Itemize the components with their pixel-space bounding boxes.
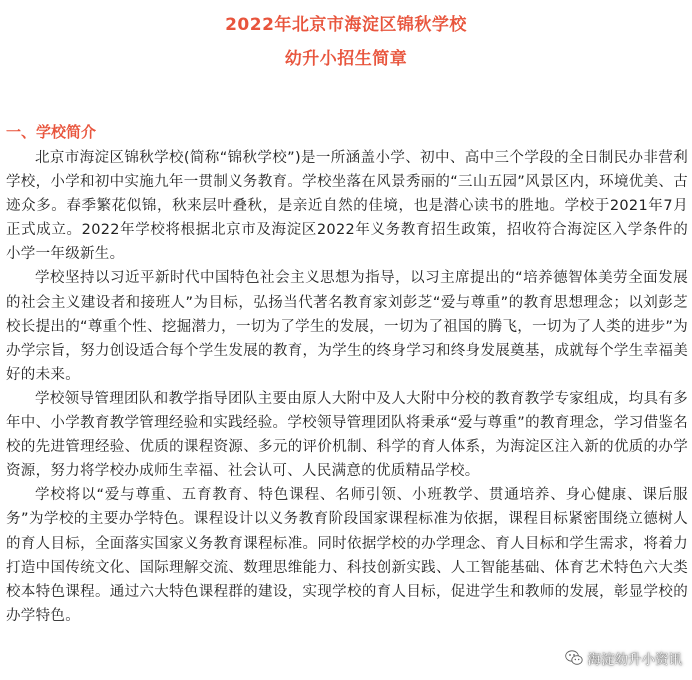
article-body <box>6 146 688 628</box>
paragraph-leadership: 学校领导管理团队和教学指导团队主要由原人大附中及人大附中分校的教育教学专家组成，均具有多年中、小学教育教学管理经验和实践经验。学校领导管理团队将秉承“爱与尊重”的教育理念，学习借鉴名校的先进管理经验、优质的课程资源、多元的评价机制、科学的育人体系，为海淀区注入新的优质的办学资源，努力将学校办成师生幸福、社会认可、人民满意的优质精品学校。 <box>6 390 688 480</box>
section-heading: 一、学校简介 <box>6 123 97 141</box>
paragraph-philosophy: 学校坚持以习近平新时代中国特色社会主义思想为指导，以习主席提出的“培养德智体美劳全面发展的社会主义建设者和接班人”为目标，弘扬当代著名教育家刘彭芝“爱与尊重”的教育思想理念；以刘彭芝校长提出的“尊重个性、挖掘潜力，一切为了学生的发展，一切为了祖国的腾飞，一切为了人类的进步”为办学宗旨，努力创设适合每个学生发展的教育，为学生的终身学习和终身发展奠基，成就每个学生幸福美好的未来。 <box>6 270 688 383</box>
wechat-icon <box>565 650 583 666</box>
watermark-text: 海淀幼升小资讯 <box>587 652 682 668</box>
paragraph-intro: 北京市海淀区锦秋学校(简称“锦秋学校”)是一所涵盖小学、初中、高中三个学段的全日制民办非营利学校，小学和初中实施九年一贯制义务教育。学校坐落在风景秀丽的“三山五园”风景区内，环境优美、古迹众多。春季繁花似锦，秋来层叶叠秋，是亲近自然的佳境，也是潜心读书的胜地。学校于2021年7月正式成立。2022年学校将根据北京市及海淀区2022年义务教育招生政策，招收符合海淀区入学条件的小学一年级新生。 <box>6 150 688 263</box>
paragraph-features: 学校将以“爱与尊重、五育教育、特色课程、名师引领、小班教学、贯通培养、身心健康、课后服务”为学校的主要办学特色。课程设计以义务教育阶段国家课程标准为依据，课程目标紧密围绕立德树人的育人目标，全面落实国家义务教育课程标准。同时依据学校的办学理念、育人目标和学生需求，将着力打造中国传统文化、国际理解交流、数理思维能力、科技创新实践、人工智能基础、体育艺术特色六大类校本特色课程。通过六大特色课程群的建设，实现学校的育人目标，促进学生和教师的发展，彰显学校的办学特色。 <box>6 487 688 624</box>
page-title: 2022年北京市海淀区锦秋学校 <box>225 15 467 35</box>
watermark <box>565 648 683 668</box>
page-subtitle: 幼升小招生简章 <box>284 49 408 69</box>
